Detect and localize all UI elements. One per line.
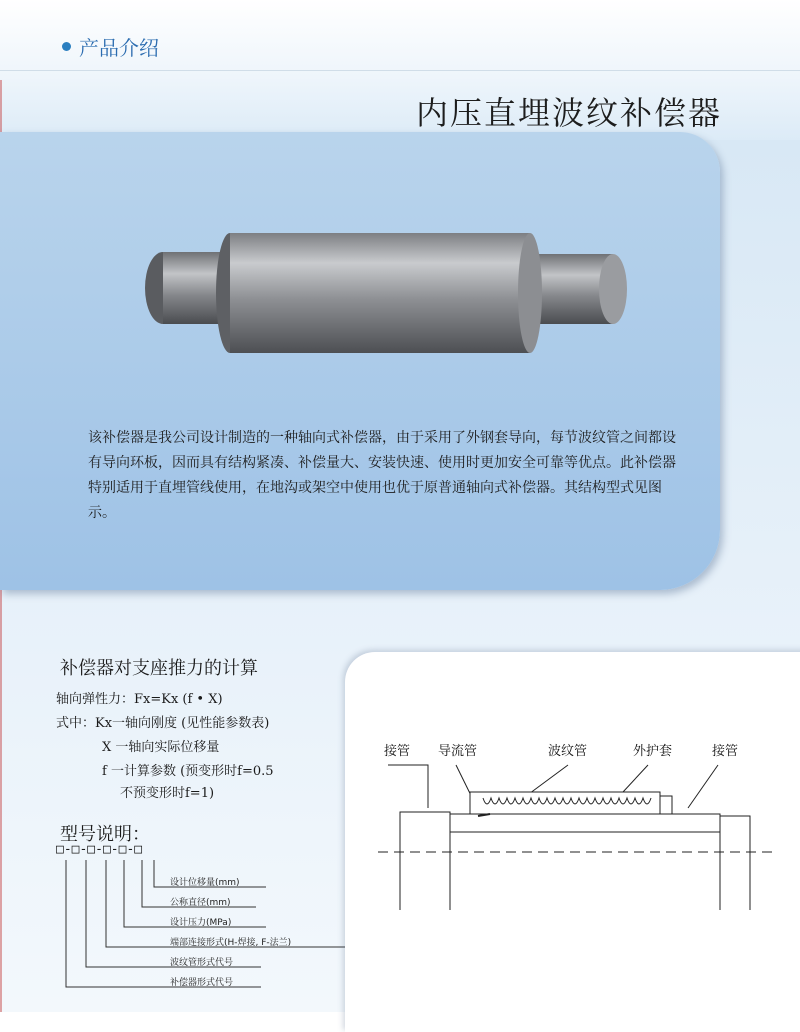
calc-line: f 一计算参数 (预变形时f=0.5 [102,764,274,779]
title-divider [0,70,800,71]
model-label: 补偿器形式代号 [170,978,234,988]
diagram-label: 外护套 [633,744,673,759]
model-label: 设计压力(MPa) [170,918,232,928]
diagram-label: 接管 [384,744,411,759]
section-label: 产品介绍 [79,36,159,60]
model-title: 型号说明： [60,824,150,845]
section-tag [62,32,159,61]
model-label: 端部连接形式(H-焊接, F-法兰) [170,938,292,948]
model-label: 设计位移量(mm) [170,878,240,888]
bullet-icon [62,42,71,51]
calc-line: 轴向弹性力：Fx=Kx (f • X) [56,692,223,707]
structure-diagram [378,730,778,910]
model-label: 波纹管形式代号 [170,958,234,968]
diagram-label: 接管 [712,744,739,759]
calc-line: 式中：Kx一轴向刚度 (见性能参数表) [56,716,270,731]
product-description: 该补偿器是我公司设计制造的一种轴向式补偿器，由于采用了外钢套导向，每节波纹管之间都设有导向环板，因而具有结构紧凑、补偿量大、安装快速、使用时更加安全可靠等优点。此补偿器特别适用于直埋管线使用，在地沟或架空中使用也优于原普通轴向式补偿器。其结构型式见图示。 [88,430,676,521]
diagram-label: 导流管 [438,744,478,759]
calc-title: 补偿器对支座推力的计算 [60,658,258,679]
model-code: □-□-□-□-□-□ [56,842,143,857]
page-title: 内压直埋波纹补偿器 [415,94,722,132]
model-label: 公称直径(mm) [170,898,231,908]
diagram-label: 波纹管 [548,744,588,759]
product-image [138,228,638,368]
calc-line: X 一轴向实际位移量 [102,740,220,755]
calc-line: 不预变形时f=1) [120,786,215,801]
